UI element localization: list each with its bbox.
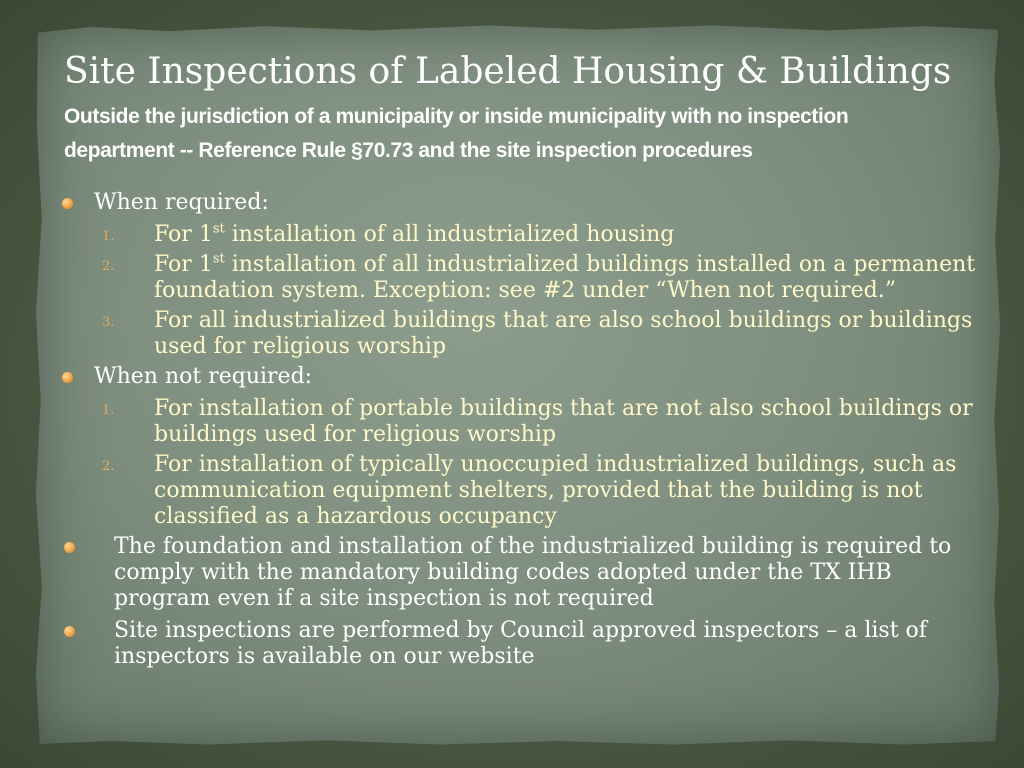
item-text: For all industrialized buildings that are also school buildings or buildings used for religious worship xyxy=(154,308,973,359)
list-number: 3. xyxy=(102,315,115,330)
bullet-when-required xyxy=(62,190,982,216)
slide-title: Site Inspections of Labeled Housing & Buildings xyxy=(64,51,952,92)
bullet-label: When required: xyxy=(94,190,269,215)
list-item xyxy=(62,452,982,530)
list-number: 1. xyxy=(102,229,115,244)
slide-subtitle: Outside the jurisdiction of a municipality or inside municipality with no inspection department -- Reference Rule §70.73 and the site inspection procedures xyxy=(64,105,849,162)
list-number: 2. xyxy=(102,459,115,474)
required-list xyxy=(62,222,982,360)
bullet-dot-icon xyxy=(62,198,73,209)
bullet-text: The foundation and installation of the industrialized building is required to comply with the mandatory building codes adopted under the TX IHB program even if a site inspection is not required xyxy=(114,534,952,611)
item-text: For installation of typically unoccupied industrialized buildings, such as communication equipment shelters, provided that the building is not classified as a hazardous occupancy xyxy=(154,452,957,529)
list-number: 2. xyxy=(102,259,115,274)
list-item xyxy=(62,308,982,360)
bullet-dot-icon xyxy=(62,372,73,383)
item-text-pre: For 1 xyxy=(154,222,213,247)
bullet-dot-icon xyxy=(64,626,75,637)
item-text-sup: st xyxy=(212,221,225,237)
item-text-post: installation of all industrialized buildings installed on a permanent foundation system. Exception: see #2 under “When not required.” xyxy=(154,252,976,303)
item-text-sup: st xyxy=(212,251,225,267)
list-number: 1. xyxy=(102,403,115,418)
item-text-post: installation of all industrialized housing xyxy=(224,222,675,247)
bullet-when-not-required xyxy=(62,364,982,390)
bullet-foundation xyxy=(62,534,982,612)
item-text-pre: For 1 xyxy=(154,252,213,277)
slide-body xyxy=(62,190,982,676)
not-required-list xyxy=(62,396,982,530)
list-item xyxy=(62,222,982,248)
bullet-inspectors xyxy=(62,618,982,670)
list-item xyxy=(62,396,982,448)
bullet-label: When not required: xyxy=(94,364,313,389)
list-item xyxy=(62,252,982,304)
bullet-text: Site inspections are performed by Council approved inspectors – a list of inspectors is available on our website xyxy=(114,618,927,669)
bullet-dot-icon xyxy=(64,542,75,553)
item-text: For installation of portable buildings that are not also school buildings or buildings used for religious worship xyxy=(154,396,973,447)
